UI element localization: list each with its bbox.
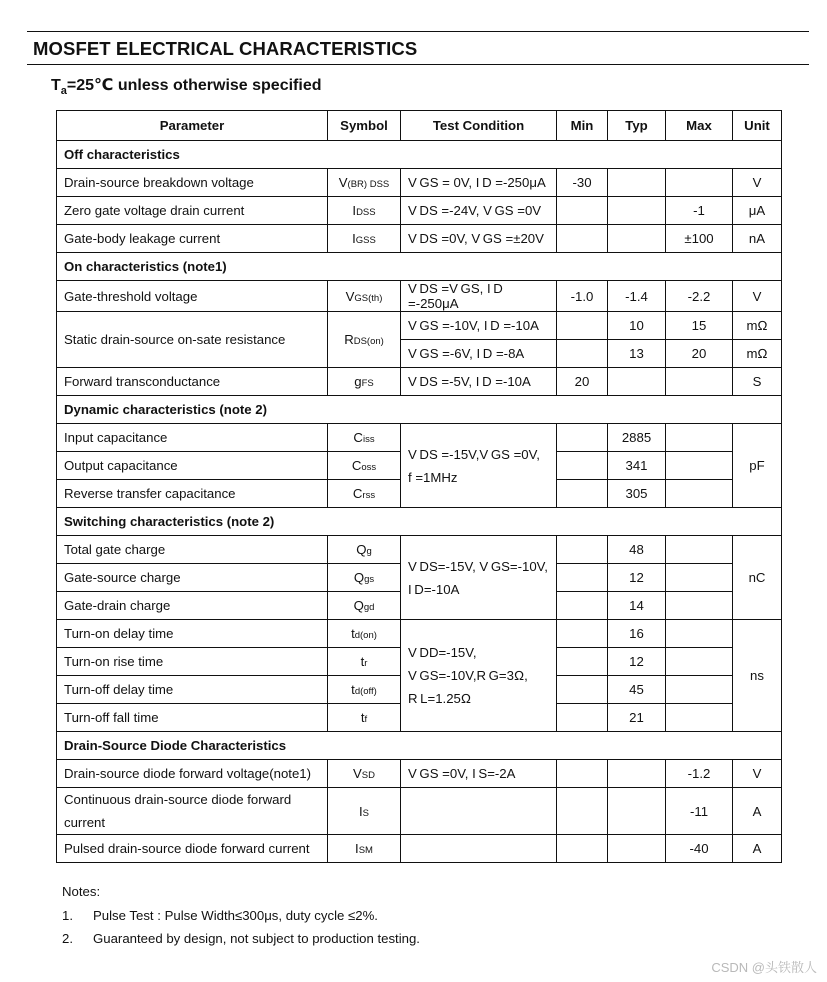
param-cell: Continuous drain-source diode forward current [57,788,328,835]
condition-cell: V DS =0V, V GS =±20V [401,225,557,253]
unit-cell: mΩ [733,312,782,340]
symbol-cell: Crss [328,480,401,508]
param-cell: Pulsed drain-source diode forward current [57,835,328,863]
min-cell [557,760,608,788]
symbol-cell: RDS(on) [328,312,401,368]
param-cell: Total gate charge [57,536,328,564]
table-row [57,835,782,863]
param-cell: Turn-on rise time [57,648,328,676]
min-cell [557,676,608,704]
typ-cell: 13 [608,340,666,368]
param-cell: Drain-source diode forward voltage(note1) [57,760,328,788]
note-item: 2. Guaranteed by design, not subject to production testing. [62,931,420,946]
header-max: Max [666,111,733,141]
unit-cell: nA [733,225,782,253]
typ-cell: 45 [608,676,666,704]
param-cell: Gate-threshold voltage [57,281,328,312]
param-cell: Drain-source breakdown voltage [57,169,328,197]
param-cell: Zero gate voltage drain current [57,197,328,225]
page-title: MOSFET ELECTRICAL CHARACTERISTICS [33,38,418,59]
unit-cell: pF [733,424,782,508]
symbol-cell: td(off) [328,676,401,704]
table-row [57,760,782,788]
typ-cell: 21 [608,704,666,732]
param-cell: Reverse transfer capacitance [57,480,328,508]
condition-cell [401,788,557,835]
section-dynamic: Dynamic characteristics (note 2) [57,396,782,424]
max-cell [666,480,733,508]
max-cell [666,592,733,620]
unit-cell: V [733,281,782,312]
watermark: CSDN @头铁散人 [711,960,817,975]
param-cell: Gate-body leakage current [57,225,328,253]
note-item: 1. Pulse Test : Pulse Width≤300μs, duty cycle ≤2%. [62,908,378,923]
max-cell: ±100 [666,225,733,253]
max-cell [666,564,733,592]
header-symbol: Symbol [328,111,401,141]
condition-cell: V DS =-24V, V GS =0V [401,197,557,225]
header-row [57,111,782,141]
unit-cell: ns [733,620,782,732]
table-row [57,312,782,340]
section-on: On characteristics (note1) [57,253,782,281]
typ-cell [608,788,666,835]
min-cell: -30 [557,169,608,197]
max-cell: -1.2 [666,760,733,788]
header-min: Min [557,111,608,141]
condition-cell: V GS =-10V, I D =-10A [401,312,557,340]
param-cell: Gate-source charge [57,564,328,592]
symbol-cell: IS [328,788,401,835]
max-cell [666,620,733,648]
unit-cell: V [733,760,782,788]
typ-cell [608,169,666,197]
min-cell [557,340,608,368]
max-cell [666,452,733,480]
table-row [57,169,782,197]
symbol-cell: VGS(th) [328,281,401,312]
param-cell: Input capacitance [57,424,328,452]
header-unit: Unit [733,111,782,141]
notes-header: Notes: [62,884,101,899]
condition-cell: V DS =-15V,V GS =0V, f =1MHz [401,424,557,508]
param-cell: Forward transconductance [57,368,328,396]
symbol-cell: IGSS [328,225,401,253]
top-rule [27,31,809,32]
section-diode: Drain-Source Diode Characteristics [57,732,782,760]
condition-cell: V GS = 0V, I D =-250μA [401,169,557,197]
max-cell: -2.2 [666,281,733,312]
max-cell [666,368,733,396]
symbol-cell: td(on) [328,620,401,648]
typ-cell: 305 [608,480,666,508]
condition-cell: V GS =0V, I S=-2A [401,760,557,788]
max-cell [666,704,733,732]
condition-cell: V DD=-15V, V GS=-10V,R G=3Ω, R L=1.25Ω [401,620,557,732]
table-row [57,536,782,564]
min-cell [557,480,608,508]
symbol-cell: Qgs [328,564,401,592]
max-cell [666,424,733,452]
typ-cell [608,197,666,225]
typ-cell [608,368,666,396]
table-row [57,424,782,452]
min-cell [557,536,608,564]
section-off: Off characteristics [57,141,782,169]
spec-table [56,110,782,863]
condition-cell: V DS =-5V, I D =-10A [401,368,557,396]
param-cell: Gate-drain charge [57,592,328,620]
symbol-cell: gFS [328,368,401,396]
max-cell [666,169,733,197]
header-parameter: Parameter [57,111,328,141]
typ-cell: 10 [608,312,666,340]
max-cell: 15 [666,312,733,340]
min-cell [557,452,608,480]
min-cell [557,835,608,863]
typ-cell: 14 [608,592,666,620]
symbol-cell: Ciss [328,424,401,452]
symbol-cell: tr [328,648,401,676]
min-cell [557,564,608,592]
param-cell: Output capacitance [57,452,328,480]
typ-cell: 12 [608,564,666,592]
unit-cell: mΩ [733,340,782,368]
max-cell: -11 [666,788,733,835]
unit-cell: nC [733,536,782,620]
min-cell [557,197,608,225]
min-cell [557,704,608,732]
min-cell [557,620,608,648]
symbol-cell: Qg [328,536,401,564]
typ-cell: 341 [608,452,666,480]
table-row [57,197,782,225]
condition-cell [401,835,557,863]
max-cell: -1 [666,197,733,225]
header-typ: Typ [608,111,666,141]
symbol-cell: tf [328,704,401,732]
max-cell [666,648,733,676]
typ-cell: 2885 [608,424,666,452]
unit-cell: V [733,169,782,197]
symbol-cell: Coss [328,452,401,480]
notes [62,884,420,954]
min-cell: 20 [557,368,608,396]
min-cell: -1.0 [557,281,608,312]
table-row [57,281,782,312]
section-switching: Switching characteristics (note 2) [57,508,782,536]
typ-cell: -1.4 [608,281,666,312]
unit-cell: A [733,788,782,835]
unit-cell: μA [733,197,782,225]
param-cell: Turn-off delay time [57,676,328,704]
max-cell [666,536,733,564]
symbol-cell: IDSS [328,197,401,225]
subtitle: $T_a=25℃$ unless otherwise specified [51,77,322,98]
param-cell: Turn-off fall time [57,704,328,732]
header-condition: Test Condition [401,111,557,141]
max-cell: -40 [666,835,733,863]
min-cell [557,648,608,676]
unit-cell: A [733,835,782,863]
min-cell [557,592,608,620]
table-row [57,620,782,648]
typ-cell: 48 [608,536,666,564]
min-cell [557,788,608,835]
unit-cell: S [733,368,782,396]
condition-cell: V DS=-15V, V GS=-10V, I D=-10A [401,536,557,620]
condition-cell: V GS =-6V, I D =-8A [401,340,557,368]
param-cell: Static drain-source on-sate resistance [57,312,328,368]
typ-cell: 12 [608,648,666,676]
title-underline [27,64,809,65]
param-cell: Turn-on delay time [57,620,328,648]
condition-cell: V DS =V GS, I D =-250μA [401,281,557,312]
typ-cell [608,835,666,863]
symbol-cell: V(BR) DSS [328,169,401,197]
max-cell: 20 [666,340,733,368]
symbol-cell: Qgd [328,592,401,620]
typ-cell [608,760,666,788]
table-row [57,225,782,253]
min-cell [557,424,608,452]
min-cell [557,225,608,253]
min-cell [557,312,608,340]
symbol-cell: ISM [328,835,401,863]
max-cell [666,676,733,704]
table-row [57,368,782,396]
symbol-cell: VSD [328,760,401,788]
table-row [57,788,782,835]
typ-cell: 16 [608,620,666,648]
typ-cell [608,225,666,253]
